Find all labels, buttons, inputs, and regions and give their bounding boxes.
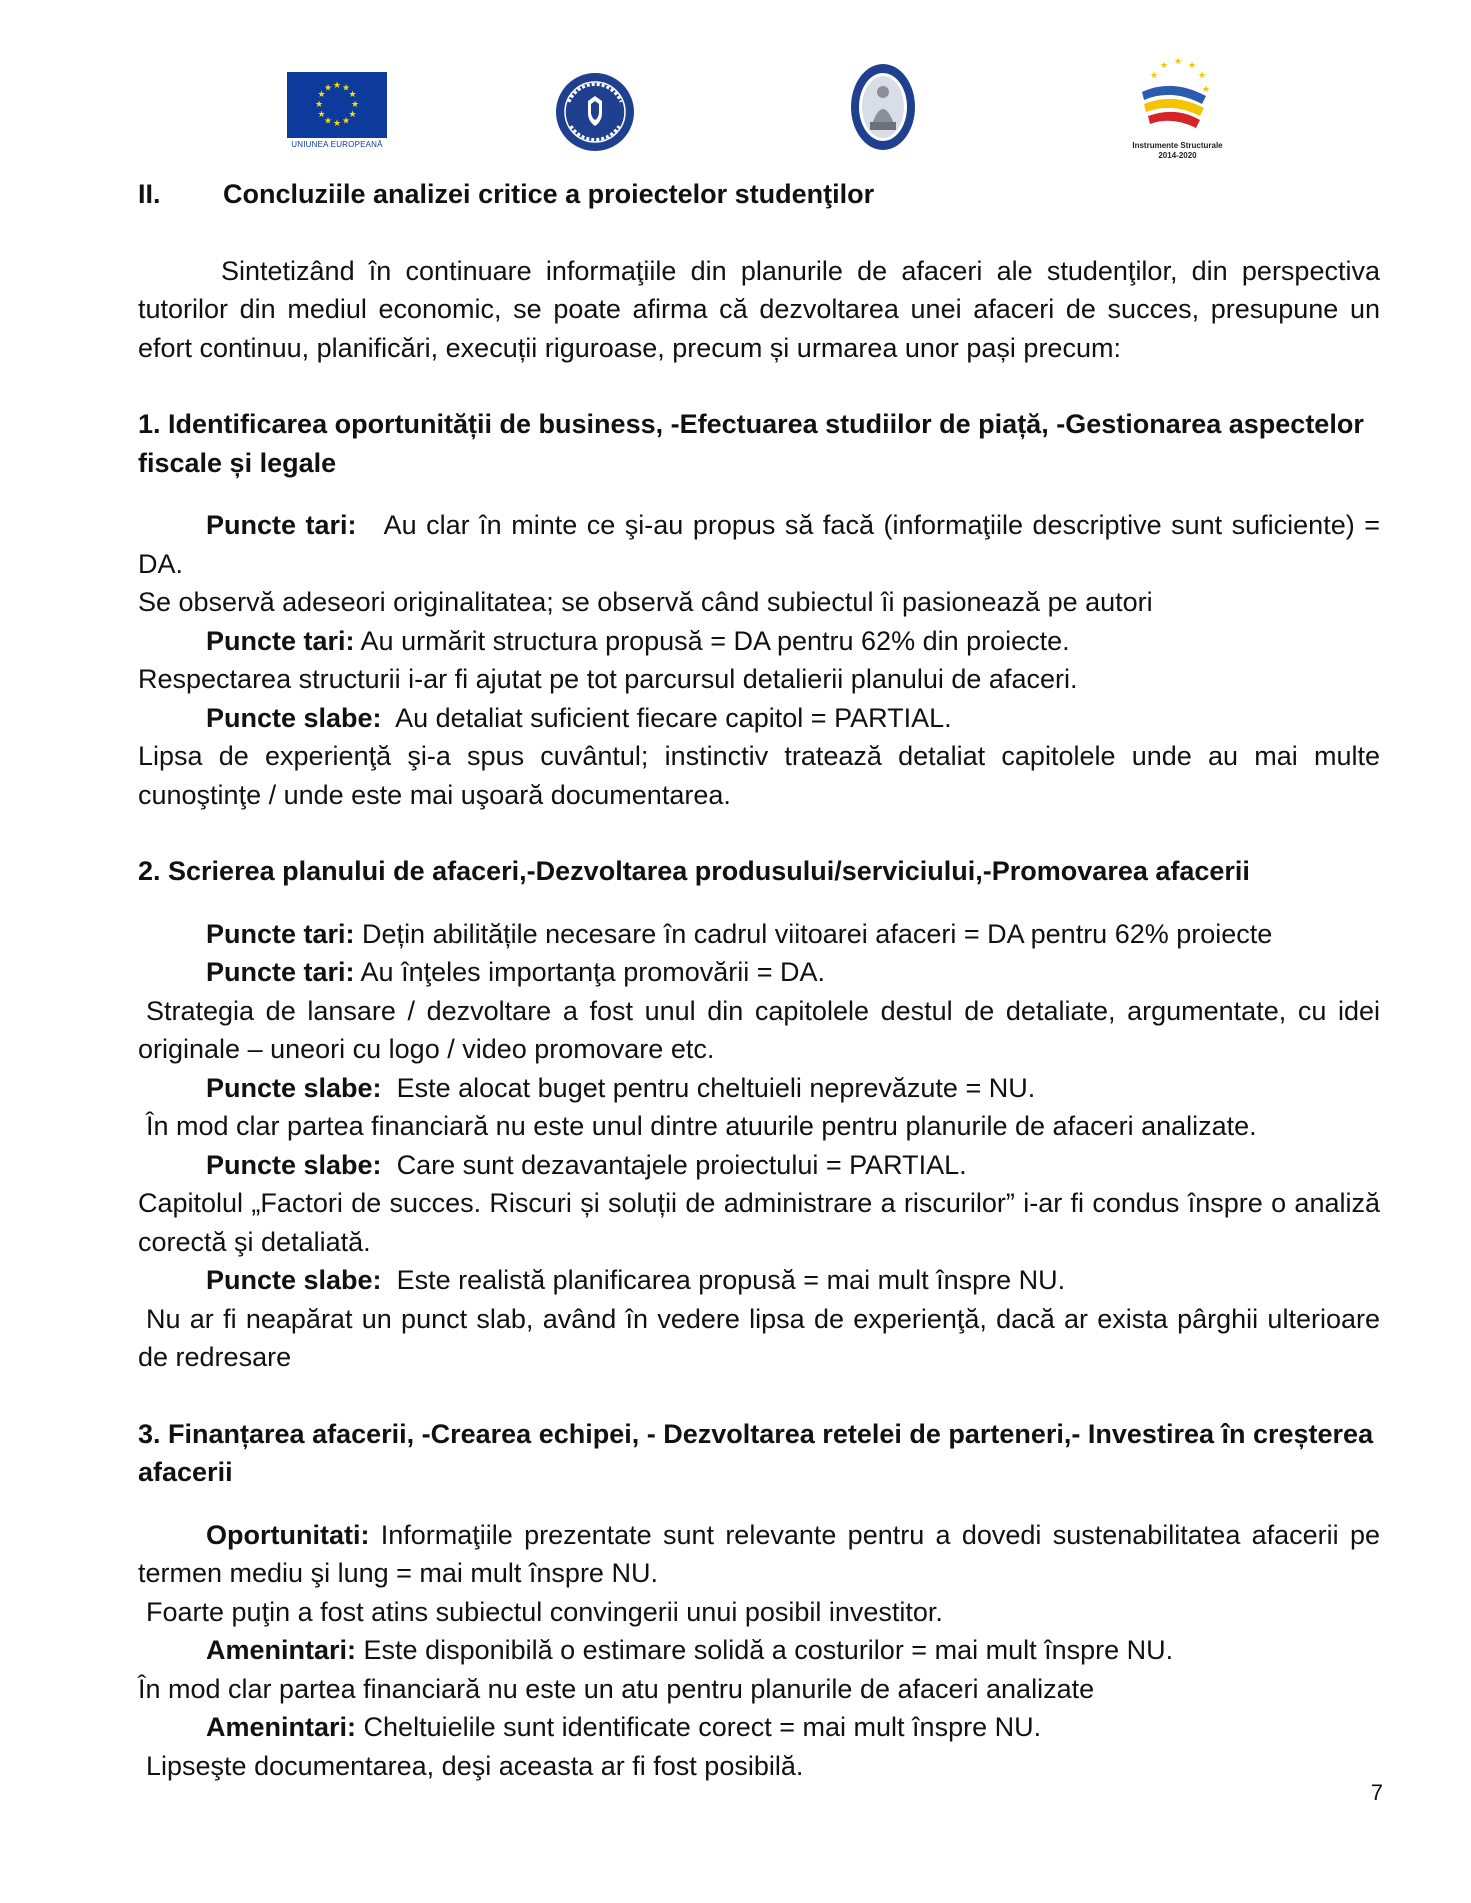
s1-item-3-label: Puncte slabe: — [206, 702, 382, 733]
svg-text:★: ★ — [350, 100, 360, 110]
svg-text:★: ★ — [314, 100, 324, 110]
s3-item-3 — [138, 1708, 1380, 1747]
s3-item-2-label: Amenintari: — [206, 1635, 357, 1665]
s3-item-1-note: Foarte puţin a fost atins subiectul convingerii unui posibil investitor. — [146, 1596, 943, 1627]
s2-item-2-note: Strategia de lansare / dezvoltare a fost unul din capitolele destul de detaliate, argumentate, cu idei originale – uneori cu logo / video promovare etc. — [138, 995, 1380, 1064]
s2-item-1 — [138, 915, 1380, 954]
s1-item-2-label: Puncte tari: — [206, 625, 355, 656]
s3-item-3-note: Lipseşte documentarea, deşi aceasta ar fi fost posibilă. — [146, 1750, 804, 1781]
s2-item-5-note: Nu ar fi neapărat un punct slab, având în vedere lipsa de experienţă, dacă ar exista pârghii ulterioare de redresare — [138, 1303, 1380, 1372]
structural-instruments-caption: Instrumente Structurale — [1132, 141, 1223, 150]
s2-item-3-label: Puncte slabe: — [206, 1072, 382, 1103]
subsection-2-title: 2. Scrierea planului de afaceri,-Dezvoltarea produsului/serviciului,-Promovarea afacerii — [138, 856, 1250, 886]
subsection-3-title: 3. Finanțarea afacerii, -Crearea echipei, - Dezvoltarea retelei de parteneri,- Investirea în creșterea afacerii — [138, 1418, 1374, 1487]
svg-text:★: ★ — [323, 83, 333, 94]
s2-item-2-label: Puncte tari: — [206, 957, 355, 987]
s2-item-1-label: Puncte tari: — [206, 918, 355, 949]
svg-text:★: ★ — [332, 81, 342, 91]
s1-item-1-label: Puncte tari: — [206, 510, 357, 540]
s3-item-1-label: Oportunitati: — [206, 1519, 370, 1550]
eu-flag-icon — [287, 72, 387, 138]
section-heading — [138, 175, 1380, 214]
s2-item-4-text: Care sunt dezavantajele proiectului = PARTIAL. — [396, 1149, 967, 1180]
svg-text:★: ★ — [1201, 85, 1211, 95]
s1-item-1 — [138, 506, 1380, 583]
subsection-1-title: 1. Identificarea oportunității de business, -Efectuarea studiilor de piață, -Gestionarea aspectelor fiscale și legale — [138, 409, 1364, 478]
document-body — [138, 175, 1380, 1785]
s2-item-4 — [138, 1146, 1380, 1185]
section-title: Concluziile analizei critice a proiectelor studenţilor — [223, 179, 875, 209]
s3-item-2-note: În mod clar partea financiară nu este un atu pentru planurile de afaceri analizate — [138, 1673, 1095, 1704]
structural-instruments-years: 2014-2020 — [1158, 151, 1197, 160]
s2-item-5-text: Este realistă planificarea propusă = mai mult înspre NU. — [396, 1265, 1066, 1295]
s2-item-3-note: În mod clar partea financiară nu este unul dintre atuurile pentru planurile de afaceri analizate. — [146, 1111, 1257, 1141]
s3-item-2 — [138, 1631, 1380, 1670]
intro-paragraph: Sintetizând în continuare informaţiile din planurile de afaceri ale studenţilor, din perspectiva tutorilor din mediul economic, se poate afirma că dezvoltarea unei afaceri de succes, presupune un efort continuu, planificări, execuții riguroase, precum și urmarea unor pași precum: — [138, 255, 1380, 363]
page-number: 7 — [1370, 1780, 1383, 1805]
s1-item-3-text: Au detaliat suficient fiecare capitol = PARTIAL. — [395, 702, 952, 733]
eu-caption: UNIUNEA EUROPEANĂ — [291, 140, 383, 149]
s2-item-1-text: Dețin abilitățile necesare în cadrul viitoarei afaceri = DA pentru 62% proiecte — [362, 918, 1273, 949]
s2-item-4-note: Capitolul „Factori de succes. Riscuri și soluții de administrare a riscurilor” i-ar fi condus înspre o analiză corectă şi detaliată. — [138, 1188, 1380, 1257]
s3-item-2-text: Este disponibilă o estimare solidă a costurilor = mai mult înspre NU. — [363, 1635, 1174, 1665]
s2-item-5-label: Puncte slabe: — [206, 1265, 382, 1295]
s2-item-2 — [138, 953, 1380, 992]
svg-text:★: ★ — [1197, 71, 1207, 81]
svg-text:★: ★ — [323, 116, 333, 127]
s2-item-4-label: Puncte slabe: — [206, 1149, 382, 1180]
svg-text:★: ★ — [1187, 61, 1197, 71]
section-number: II. — [138, 179, 161, 209]
s2-item-2-text: Au înţeles importanţa promovării = DA. — [360, 957, 826, 987]
s3-item-1-text: Informaţiile prezentate sunt relevante pentru a dovedi sustenabilitatea afacerii pe termen mediu şi lung = mai mult înspre NU. — [138, 1519, 1380, 1588]
svg-text:★: ★ — [1173, 57, 1183, 67]
government-seal-logo — [555, 72, 635, 152]
svg-text:★: ★ — [348, 90, 357, 100]
structural-instruments-logo — [1120, 52, 1235, 164]
svg-text:★: ★ — [348, 110, 357, 120]
svg-text:★: ★ — [317, 90, 326, 100]
s3-item-1 — [138, 1516, 1380, 1593]
s1-item-1-note: Se observă adeseori originalitatea; se observă când subiectul îi pasionează pe autori — [138, 587, 1153, 617]
s3-item-3-text: Cheltuielile sunt identificate corect = mai mult înspre NU. — [363, 1712, 1042, 1742]
eu-logo — [287, 72, 387, 162]
svg-text:★: ★ — [317, 110, 326, 120]
s1-item-2-note: Respectarea structurii i-ar fi ajutat pe tot parcursul detalierii planului de afaceri. — [138, 664, 1078, 694]
s1-item-3 — [138, 699, 1380, 738]
s1-item-1-text: Au clar în minte ce şi-au propus să facă (informaţiile descriptive sunt suficiente) = DA. — [138, 510, 1380, 579]
s3-item-3-label: Amenintari: — [206, 1712, 357, 1742]
s1-item-3-note: Lipsa de experienţă şi-a spus cuvântul; instinctiv tratează detaliat capitolele unde au mai multe cunoştinţe / unde este mai uşoară documentarea. — [138, 741, 1380, 810]
s1-item-2 — [138, 622, 1380, 661]
svg-text:★: ★ — [1159, 61, 1169, 71]
logo-bar — [0, 52, 1471, 162]
svg-text:★: ★ — [1149, 71, 1159, 81]
svg-text:★: ★ — [332, 119, 342, 129]
s1-item-2-text: Au urmărit structura propusă = DA pentru 62% din proiecte. — [360, 625, 1070, 656]
svg-text:★: ★ — [341, 83, 351, 94]
s2-item-3 — [138, 1069, 1380, 1108]
s2-item-3-text: Este alocat buget pentru cheltuieli neprevăzute = NU. — [396, 1072, 1036, 1103]
s2-item-5 — [138, 1261, 1380, 1300]
svg-text:★: ★ — [341, 116, 351, 127]
university-logo — [850, 62, 916, 152]
